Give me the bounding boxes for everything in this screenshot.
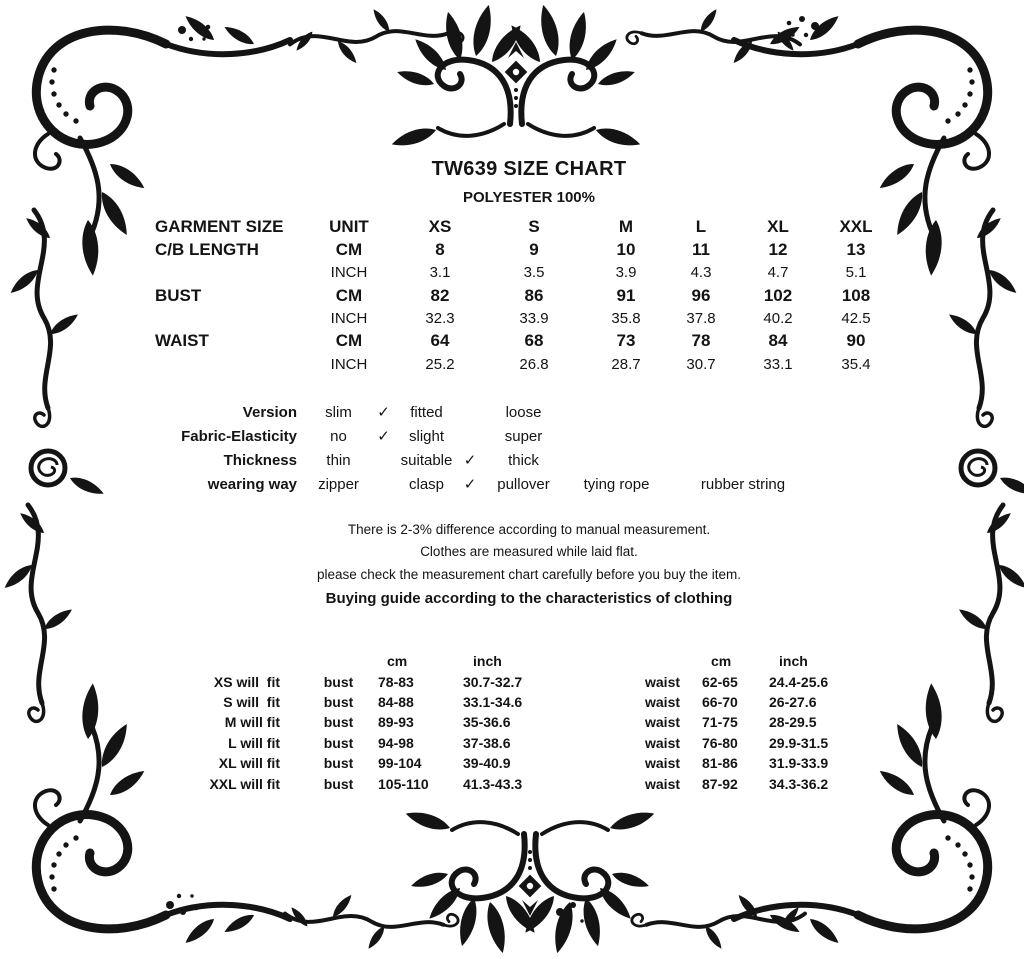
- fit-inch-value: 33.1-34.6: [463, 693, 523, 710]
- attribute-option: pullover: [497, 475, 550, 493]
- checkmark: ✓: [377, 428, 390, 445]
- fit-cm-value: 84-88: [378, 693, 414, 710]
- fit-inch-value: 37-38.6: [463, 734, 511, 751]
- attribute-label: wearing way: [207, 475, 297, 493]
- unit-cell: CM: [335, 331, 363, 351]
- size-value: 68: [524, 331, 544, 351]
- size-value: 3.9: [615, 264, 637, 282]
- size-value: 91: [616, 285, 636, 305]
- fit-part-label: bust: [323, 693, 354, 710]
- size-value: 12: [768, 240, 788, 260]
- fit-part-label: waist: [645, 755, 681, 772]
- fit-guide-bust-table: [195, 651, 535, 794]
- fit-part-label: waist: [645, 673, 681, 690]
- note-line: There is 2-3% difference according to manual measurement.: [347, 522, 711, 537]
- fit-size-label: XL will fit: [218, 755, 280, 772]
- size-value: 64: [430, 331, 450, 351]
- fit-size-label: XS will fit: [213, 673, 280, 690]
- unit-cell: INCH: [330, 264, 368, 282]
- size-table-header: UNIT: [329, 217, 369, 237]
- fit-part-label: bust: [323, 734, 354, 751]
- fit-inch-value: 31.9-33.9: [769, 755, 829, 772]
- unit-cell: CM: [335, 285, 363, 305]
- fit-inch-value: 39-40.9: [463, 755, 511, 772]
- fit-part-label: bust: [323, 775, 354, 792]
- fit-part-label: bust: [323, 755, 354, 772]
- size-value: 3.1: [429, 264, 451, 282]
- size-value: 13: [846, 240, 866, 260]
- fit-cm-value: 76-80: [702, 734, 738, 751]
- fit-inch-value: 35-36.6: [463, 714, 511, 731]
- attribute-option: no: [330, 427, 347, 445]
- size-value: 32.3: [425, 310, 455, 328]
- inch-column-header: inch: [473, 653, 502, 670]
- size-value: 35.8: [611, 310, 641, 328]
- fit-cm-value: 81-86: [702, 755, 738, 772]
- attribute-label: Thickness: [223, 451, 297, 469]
- fit-size-label: XXL will fit: [209, 775, 280, 792]
- buying-guide-heading: Buying guide according to the characteristics of clothing: [325, 589, 733, 607]
- note-line: Clothes are measured while laid flat.: [420, 544, 638, 560]
- fit-cm-value: 78-83: [378, 673, 414, 690]
- size-value: 42.5: [841, 310, 871, 328]
- size-value: 30.7: [686, 355, 716, 373]
- size-table-header: XL: [767, 217, 789, 237]
- attribute-option: rubber string: [700, 475, 786, 493]
- fit-inch-value: 41.3-43.3: [463, 775, 523, 792]
- size-value: 108: [841, 285, 871, 305]
- size-table: [150, 216, 882, 376]
- measure-label: WAIST: [155, 331, 209, 351]
- attribute-label: Version: [242, 403, 297, 421]
- size-value: 40.2: [763, 310, 793, 328]
- fit-cm-value: 87-92: [702, 775, 738, 792]
- size-value: 37.8: [686, 310, 716, 328]
- unit-cell: INCH: [330, 310, 368, 328]
- fit-guide-waist-table: [643, 651, 845, 794]
- fit-part-label: bust: [323, 714, 354, 731]
- size-value: 33.9: [519, 310, 549, 328]
- fit-part-label: waist: [645, 714, 681, 731]
- size-value: 82: [430, 285, 450, 305]
- size-value: 4.7: [767, 264, 789, 282]
- fit-inch-value: 26-27.6: [769, 693, 817, 710]
- size-value: 8: [435, 240, 445, 260]
- fit-inch-value: 34.3-36.2: [769, 775, 829, 792]
- fit-inch-value: 24.4-25.6: [769, 673, 829, 690]
- size-value: 96: [691, 285, 711, 305]
- attribute-label: Fabric-Elasticity: [181, 427, 297, 445]
- page-title: TW639 SIZE CHART: [431, 158, 627, 180]
- size-value: 90: [846, 331, 866, 351]
- size-value: 73: [616, 331, 636, 351]
- checkmark: ✓: [377, 404, 390, 421]
- attribute-option: super: [504, 427, 543, 445]
- fit-cm-value: 66-70: [702, 693, 738, 710]
- attribute-option: suitable: [400, 451, 453, 469]
- size-value: 25.2: [425, 355, 455, 373]
- fit-inch-value: 29.9-31.5: [769, 734, 829, 751]
- size-value: 10: [616, 240, 636, 260]
- cm-column-header: cm: [711, 653, 732, 670]
- size-table-header: M: [618, 217, 634, 237]
- measure-label: BUST: [155, 285, 202, 305]
- size-table-header: GARMENT SIZE: [155, 217, 284, 237]
- inch-column-header: inch: [779, 653, 808, 670]
- checkmark: ✓: [463, 476, 477, 493]
- attribute-option: slight: [408, 427, 445, 445]
- fit-inch-value: 28-29.5: [769, 714, 817, 731]
- attribute-option: loose: [505, 403, 542, 421]
- fabric-subtitle: POLYESTER 100%: [462, 189, 595, 206]
- attribute-option: thin: [326, 451, 351, 469]
- size-value: 11: [692, 240, 710, 260]
- fit-part-label: bust: [323, 673, 354, 690]
- size-table-header: XXL: [839, 217, 873, 237]
- size-value: 9: [529, 240, 539, 260]
- fit-cm-value: 105-110: [378, 775, 429, 792]
- unit-cell: INCH: [330, 355, 368, 373]
- unit-cell: CM: [335, 240, 363, 260]
- fit-size-label: S will fit: [223, 693, 280, 710]
- attribute-option: slim: [325, 403, 352, 421]
- attribute-option: tying rope: [583, 475, 650, 493]
- fit-size-label: L will fit: [228, 734, 280, 751]
- cm-column-header: cm: [387, 653, 408, 670]
- size-value: 84: [768, 331, 788, 351]
- size-table-header: L: [695, 217, 707, 237]
- note-line: please check the measurement chart carefully before you buy the item.: [317, 566, 741, 582]
- size-value: 33.1: [763, 355, 793, 373]
- size-value: 78: [691, 331, 711, 351]
- measure-label: C/B LENGTH: [155, 240, 259, 260]
- size-value: 28.7: [611, 355, 641, 373]
- size-table-header: S: [528, 217, 540, 237]
- fit-part-label: waist: [645, 775, 681, 792]
- size-value: 3.5: [523, 264, 545, 282]
- fit-cm-value: 71-75: [702, 714, 738, 731]
- attribute-option: zipper: [318, 475, 359, 493]
- size-value: 35.4: [841, 355, 871, 373]
- attribute-table: [140, 400, 818, 496]
- attribute-option: fitted: [410, 403, 443, 421]
- size-value: 102: [763, 285, 793, 305]
- fit-size-label: M will fit: [224, 714, 280, 731]
- attribute-option: clasp: [408, 475, 445, 493]
- measurement-notes: [229, 519, 829, 609]
- size-value: 86: [524, 285, 544, 305]
- checkmark: ✓: [463, 452, 477, 469]
- fit-part-label: waist: [645, 693, 681, 710]
- attribute-option: thick: [508, 451, 539, 469]
- size-value: 4.3: [690, 264, 712, 282]
- fit-inch-value: 30.7-32.7: [463, 673, 523, 690]
- size-value: 5.1: [845, 264, 867, 282]
- fit-cm-value: 99-104: [378, 755, 422, 772]
- fit-part-label: waist: [645, 734, 681, 751]
- fit-cm-value: 62-65: [702, 673, 738, 690]
- size-table-header: XS: [428, 217, 452, 237]
- size-value: 26.8: [519, 355, 549, 373]
- fit-cm-value: 94-98: [378, 734, 414, 751]
- fit-cm-value: 89-93: [378, 714, 414, 731]
